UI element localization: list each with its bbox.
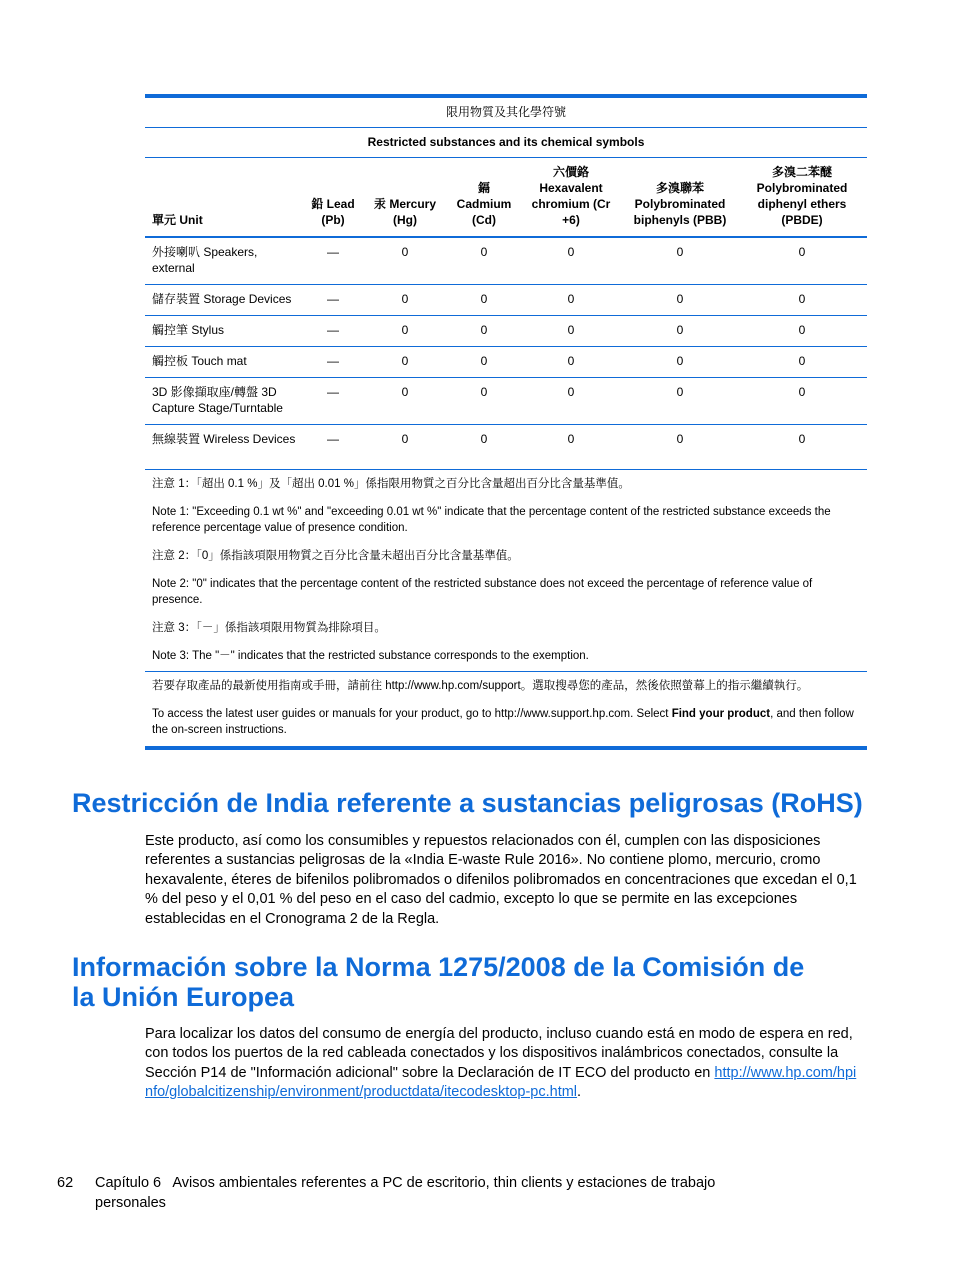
cell-pbde: 0 xyxy=(737,347,867,378)
cell-pbb: 0 xyxy=(623,425,737,470)
cell-pbb: 0 xyxy=(623,285,737,316)
substances-grid xyxy=(145,158,867,470)
table-row xyxy=(145,347,867,378)
cell-mercury: 0 xyxy=(361,285,449,316)
row-item: 無線裝置 Wireless Devices xyxy=(145,425,305,470)
heading-india-rohs: Restricción de India referente a sustancias peligrosas (RoHS) xyxy=(72,788,863,818)
table-row xyxy=(145,237,867,285)
access-note-en: To access the latest user guides or manuals for your product, go to http://www.support.hp.com. Select Find your product, and then follow the on-screen instructions. xyxy=(152,708,854,736)
cell-cadmium: 0 xyxy=(449,285,519,316)
cell-pbb: 0 xyxy=(623,237,737,285)
paragraph-eu-regulation: Para localizar los datos del consumo de energía del producto, incluso cuando está en modo de espera en red, con todos los puertos de la red cableada conectados y los dispositivos inalámbricos conectados, consulte la Sección P14 de "Información adicional" sobre la Declaración de IT ECO del producto en http://www.hp.com/hpinfo/globalcitizenship/environment/productdata/itecodesktop-pc.html. xyxy=(145,1026,857,1101)
cell-mercury: 0 xyxy=(361,425,449,470)
table-row xyxy=(145,378,867,425)
heading-eu-regulation: Información sobre la Norma 1275/2008 de la Comisión de la Unión Europea xyxy=(72,952,805,1012)
cell-lead: — xyxy=(305,285,361,316)
cell-pbb: 0 xyxy=(623,347,737,378)
cell-cadmium: 0 xyxy=(449,378,519,425)
cell-cadmium: 0 xyxy=(449,425,519,470)
cell-chromium: 0 xyxy=(519,378,623,425)
table-row xyxy=(145,316,867,347)
cell-cadmium: 0 xyxy=(449,316,519,347)
cell-lead: — xyxy=(305,316,361,347)
row-item: 外接喇叭 Speakers, external xyxy=(145,237,305,285)
itecodesktop-link[interactable]: http://www.hp.com/hpinfo/globalcitizenship/environment/productdata/itecodesktop-pc.html xyxy=(145,1064,857,1101)
table-row xyxy=(145,425,867,470)
cell-cadmium: 0 xyxy=(449,347,519,378)
note-1-en: Note 1: "Exceeding 0.1 wt %" and "exceeding 0.01 wt %" indicate that the percentage content of the restricted substance exceeds the reference percentage value of presence condition. xyxy=(152,506,831,534)
cell-mercury: 0 xyxy=(361,347,449,378)
cell-cadmium: 0 xyxy=(449,237,519,285)
page-number: 62 xyxy=(57,1175,74,1191)
cell-pbde: 0 xyxy=(737,316,867,347)
row-item: 觸控板 Touch mat xyxy=(145,347,305,378)
cell-lead: — xyxy=(305,347,361,378)
row-item: 觸控筆 Stylus xyxy=(145,316,305,347)
cell-chromium: 0 xyxy=(519,237,623,285)
header-cadmium: 鎘 Cadmium (Cd) xyxy=(449,158,519,237)
cell-chromium: 0 xyxy=(519,285,623,316)
cell-pbde: 0 xyxy=(737,378,867,425)
note-2-cn: 注意 2：「0」係指該項限用物質之百分比含量未超出百分比含量基準值。 xyxy=(152,550,519,562)
header-pbb: 多溴聯苯 Polybrominated biphenyls (PBB) xyxy=(623,158,737,237)
cell-mercury: 0 xyxy=(361,378,449,425)
row-item: 儲存裝置 Storage Devices xyxy=(145,285,305,316)
cell-chromium: 0 xyxy=(519,316,623,347)
cell-lead: — xyxy=(305,378,361,425)
note-3-cn: 注意 3：「－」係指該項限用物質為排除項目。 xyxy=(152,622,386,634)
note-3-en: Note 3: The "－" indicates that the restricted substance corresponds to the exemption. xyxy=(152,650,589,662)
cell-pbde: 0 xyxy=(737,425,867,470)
header-mercury: 汞 Mercury (Hg) xyxy=(361,158,449,237)
paragraph-india-rohs: Este producto, así como los consumibles y repuestos relacionados con él, cumplen con las disposiciones referentes a sustancias peligrosas de la «India E-waste Rule 2016». No contiene plomo, mercurio, cromo hexavalente, éteres de bifenilos polibromados o difenilos polibromados en concentraciones que excedan el 0,1 % del peso y el 0,01 % del peso en el caso del cadmio, excepto lo que se permite en las excepciones establecidas en el Cronograma 2 de la Regla. xyxy=(145,833,857,927)
cell-lead: — xyxy=(305,425,361,470)
cell-pbb: 0 xyxy=(623,316,737,347)
table-header-row xyxy=(145,158,867,237)
table-title-en: Restricted substances and its chemical symbols xyxy=(145,128,867,158)
cell-lead: — xyxy=(305,237,361,285)
cell-pbde: 0 xyxy=(737,237,867,285)
table-row xyxy=(145,285,867,316)
cell-chromium: 0 xyxy=(519,425,623,470)
cell-pbb: 0 xyxy=(623,378,737,425)
note-2-en: Note 2: "0" indicates that the percentage content of the restricted substance does not exceed the percentage of reference value of presence. xyxy=(152,578,813,606)
chapter-title: Capítulo 6 Avisos ambientales referentes a PC de escritorio, thin clients y estaciones de trabajo personales xyxy=(95,1175,720,1211)
row-item: 3D 影像擷取座/轉盤 3D Capture Stage/Turntable xyxy=(145,378,305,425)
header-chromium: 六價鉻 Hexavalent chromium (Cr +6) xyxy=(519,158,623,237)
cell-mercury: 0 xyxy=(361,237,449,285)
table-notes xyxy=(145,470,867,746)
restricted-substances-table xyxy=(145,94,867,750)
header-unit: 單元 Unit xyxy=(145,158,305,237)
header-lead: 鉛 Lead (Pb) xyxy=(305,158,361,237)
cell-mercury: 0 xyxy=(361,316,449,347)
access-note-cn: 若要存取產品的最新使用指南或手冊，請前往 http://www.hp.com/support。選取搜尋您的產品，然後依照螢幕上的指示繼續執行。 xyxy=(152,680,809,692)
note-1-cn: 注意 1：「超出 0.1 %」及「超出 0.01 %」係指限用物質之百分比含量超出百分比含量基準值。 xyxy=(152,478,630,490)
table-title-cn: 限用物質及其化學符號 xyxy=(145,98,867,128)
find-your-product-label: Find your product xyxy=(671,708,771,720)
header-pbde: 多溴二苯醚 Polybrominated diphenyl ethers (PBDE) xyxy=(737,158,867,237)
cell-chromium: 0 xyxy=(519,347,623,378)
cell-pbde: 0 xyxy=(737,285,867,316)
